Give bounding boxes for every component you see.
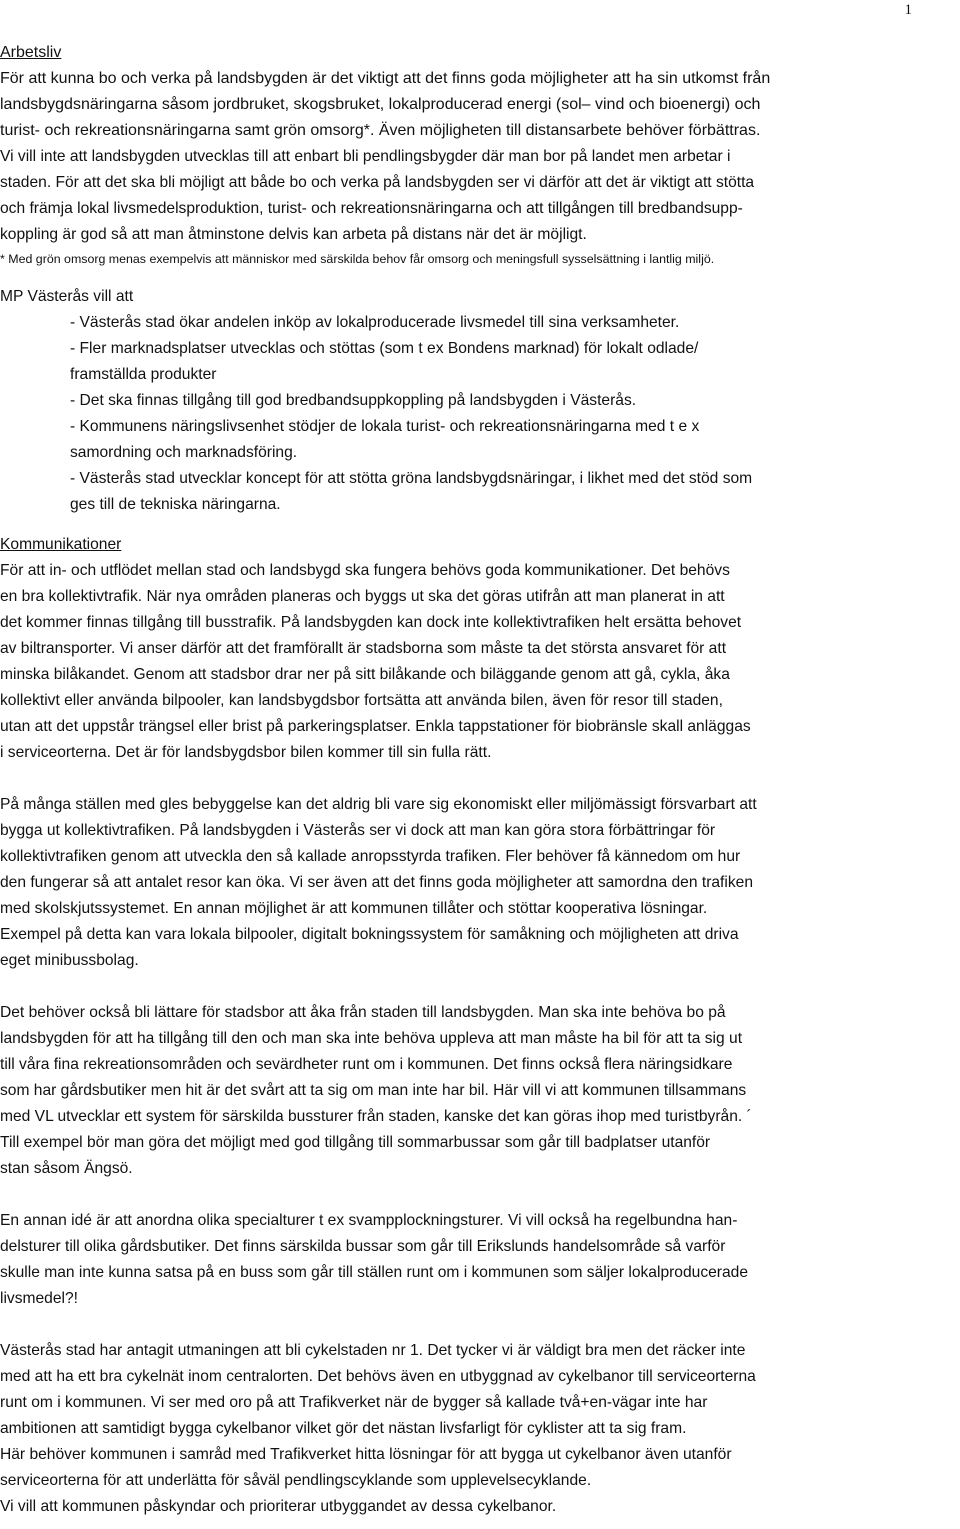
section-kommunikationer bbox=[0, 532, 960, 1520]
arbetsliv-paragraph bbox=[0, 66, 960, 248]
text-line: med VL utvecklar ett system för särskilda bussturer från staden, kanske det kan göras ihop med turistbyrån. ´ bbox=[0, 1108, 752, 1125]
text-line: landsbygden för att ha tillgång till den och man ska inte behöva uppleva att man måste ha bil för att ta sig ut bbox=[0, 1030, 743, 1047]
list-item-line: - Västerås stad ökar andelen inköp av lokalproducerade livsmedel till sina verksamheter. bbox=[70, 314, 680, 331]
document-body bbox=[0, 40, 960, 1520]
text-line: till våra fina rekreationsområden och sevärdheter runt om i kommunen. Det finns också flera näringsidkare bbox=[0, 1056, 733, 1073]
paragraph bbox=[0, 1000, 960, 1182]
list-item-line: - Det ska finnas tillgång till god bredbandsuppkoppling på landsbygden i Västerås. bbox=[70, 392, 637, 409]
text-line: landsbygdsnäringarna såsom jordbruket, skogsbruket, lokalproducerad energi (sol– vind och bioenergi) och bbox=[0, 96, 761, 113]
text-line: staden. För att det ska bli möjligt att både bo och verka på landsbygden ser vi därför att det är viktigt att stötta bbox=[0, 174, 755, 191]
text-line: Till exempel bör man göra det möjligt med god tillgång till sommarbussar som går till badplatser utanför bbox=[0, 1134, 711, 1151]
text-line: bygga ut kollektivtrafiken. På landsbygden i Västerås ser vi dock att man kan göra stora förbättringar för bbox=[0, 822, 716, 839]
text-line: turist- och rekreationsnäringarna samt grön omsorg*. Även möjligheten till distansarbete behöver förbättras. bbox=[0, 122, 761, 139]
text-line: som har gårdsbutiker men hit är det svårt att ta sig om man inte har bil. Här vill vi att kommunen tillsammans bbox=[0, 1082, 747, 1099]
paragraph bbox=[0, 558, 960, 766]
text-line: eget minibussbolag. bbox=[0, 952, 139, 969]
list-item-line: ges till de tekniska näringarna. bbox=[70, 496, 281, 513]
text-line: Vi vill att kommunen påskyndar och prioriterar utbyggandet av dessa cykelbanor. bbox=[0, 1498, 557, 1515]
text-line: i serviceorterna. Det är för landsbygdsbor bilen kommer till sin fulla rätt. bbox=[0, 744, 492, 761]
list-item-line: samordning och marknadsföring. bbox=[70, 444, 298, 461]
paragraph bbox=[0, 792, 960, 974]
text-line: runt om i kommunen. Vi ser med oro på att Trafikverket när de bygger så kallade två+en-vägar inte har bbox=[0, 1394, 708, 1411]
section-arbetsliv bbox=[0, 40, 960, 270]
list-item-line: framställda produkter bbox=[70, 366, 217, 383]
text-line: Det behöver också bli lättare för stadsbor att åka från staden till landsbygden. Man ska inte behöva bo på bbox=[0, 1004, 726, 1021]
list-item-line: - Kommunens näringslivsenhet stödjer de lokala turist- och rekreationsnäringarna med t e x bbox=[70, 418, 700, 435]
text-line: skulle man inte kunna satsa på en buss som går till ställen runt om i kommunen som säljer lokalproducerade bbox=[0, 1264, 749, 1281]
list-item bbox=[70, 336, 960, 388]
list-item bbox=[70, 466, 960, 518]
list-item bbox=[70, 388, 960, 414]
text-line: det kommer finnas tillgång till busstrafik. På landsbygden kan dock inte kollektivtrafiken helt ersätta behovet bbox=[0, 614, 742, 631]
text-line: och främja lokal livsmedelsproduktion, turist- och rekreationsnäringarna och att tillgången till bredbandsupp- bbox=[0, 200, 743, 217]
text-line: Vi vill inte att landsbygden utvecklas till att enbart bli pendlingsbygder där man bor på landet men arbetar i bbox=[0, 148, 731, 165]
text-line: med skolskjutssystemet. En annan möjlighet är att kommunen tillåter och stöttar kooperativa lösningar. bbox=[0, 900, 708, 917]
text-line: kollektivtrafiken genom att utveckla den så kallade anropsstyrda trafiken. Fler behöver få kännedom om hur bbox=[0, 848, 741, 865]
text-line: Här behöver kommunen i samråd med Trafikverket hitta lösningar för att bygga ut cykelbanor även utanför bbox=[0, 1446, 732, 1463]
text-line: För att in- och utflödet mellan stad och landsbygd ska fungera behövs goda kommunikationer. Det behövs bbox=[0, 562, 730, 579]
text-line: En annan idé är att anordna olika specialturer t ex svampplockningsturer. Vi vill också ha regelbundna han- bbox=[0, 1212, 738, 1229]
page-number: 1 bbox=[904, 2, 912, 18]
text-line: På många ställen med gles bebyggelse kan det aldrig bli vare sig ekonomiskt eller miljömässigt försvarbart att bbox=[0, 796, 757, 813]
text-line: För att kunna bo och verka på landsbygden är det viktigt att det finns goda möjligheter att ha sin utkomst från bbox=[0, 70, 771, 87]
section-heading-kommunikationer: Kommunikationer bbox=[0, 536, 122, 553]
list-item bbox=[70, 310, 960, 336]
list-item-line: - Fler marknadsplatser utvecklas och stöttas (som t ex Bondens marknad) för lokalt odlade/ bbox=[70, 340, 699, 357]
section-heading-arbetsliv: Arbetsliv bbox=[0, 44, 62, 61]
text-line: Västerås stad har antagit utmaningen att bli cykelstaden nr 1. Det tycker vi är väldigt bra men det räcker inte bbox=[0, 1342, 746, 1359]
text-line: den fungerar så att antalet resor kan öka. Vi ser även att det finns goda möjligheter att samordna den trafiken bbox=[0, 874, 753, 891]
text-line: med att ha ett bra cykelnät inom centralorten. Det behövs även en utbyggnad av cykelbanor till serviceorterna bbox=[0, 1368, 756, 1385]
footnote: * Med grön omsorg menas exempelvis att människor med särskilda behov får omsorg och meningsfull sysselsättning i lantlig miljö. bbox=[0, 252, 715, 266]
text-line: koppling är god så att man åtminstone delvis kan arbeta på distans när det är möjligt. bbox=[0, 226, 587, 243]
list-item bbox=[70, 414, 960, 466]
text-line: en bra kollektivtrafik. När nya områden planeras och byggs ut ska det göras utifrån att man planerat in att bbox=[0, 588, 725, 605]
text-line: kollektivt eller använda bilpooler, kan landsbygdsbor fortsätta att använda bilen, även för resor till staden, bbox=[0, 692, 723, 709]
section-mp-vill-att bbox=[0, 284, 960, 518]
text-line: utan att det uppstår trängsel eller brist på parkeringsplatser. Enkla tappstationer för biobränsle skall anläggas bbox=[0, 718, 751, 735]
paragraph bbox=[0, 1208, 960, 1312]
text-line: ambitionen att samtidigt bygga cykelbanor vilket gör det nästan livsfarligt för cyklister att ta sig fram. bbox=[0, 1420, 687, 1437]
text-line: av biltransporter. Vi anser därför att det framförallt är stadsborna som måste ta det största ansvaret för att bbox=[0, 640, 727, 657]
text-line: Exempel på detta kan vara lokala bilpooler, digitalt bokningssystem för samåkning och möjligheten att driva bbox=[0, 926, 739, 943]
section-heading-mp: MP Västerås vill att bbox=[0, 288, 134, 305]
demands-list bbox=[0, 310, 960, 518]
text-line: serviceorterna för att underlätta för såväl pendlingscyklande som upplevelsecyklande. bbox=[0, 1472, 592, 1489]
list-item-line: - Västerås stad utvecklar koncept för att stötta gröna landsbygdsnäringar, i likhet med det stöd som bbox=[70, 470, 753, 487]
text-line: delsturer till olika gårdsbutiker. Det finns särskilda bussar som går till Erikslunds handelsområde så varför bbox=[0, 1238, 726, 1255]
paragraph bbox=[0, 1338, 960, 1520]
text-line: stan såsom Ängsö. bbox=[0, 1160, 133, 1177]
text-line: minska bilåkandet. Genom att stadsbor drar ner på sitt bilåkande och biläggande genom att gå, cykla, åka bbox=[0, 666, 730, 683]
text-line: livsmedel?! bbox=[0, 1290, 78, 1307]
